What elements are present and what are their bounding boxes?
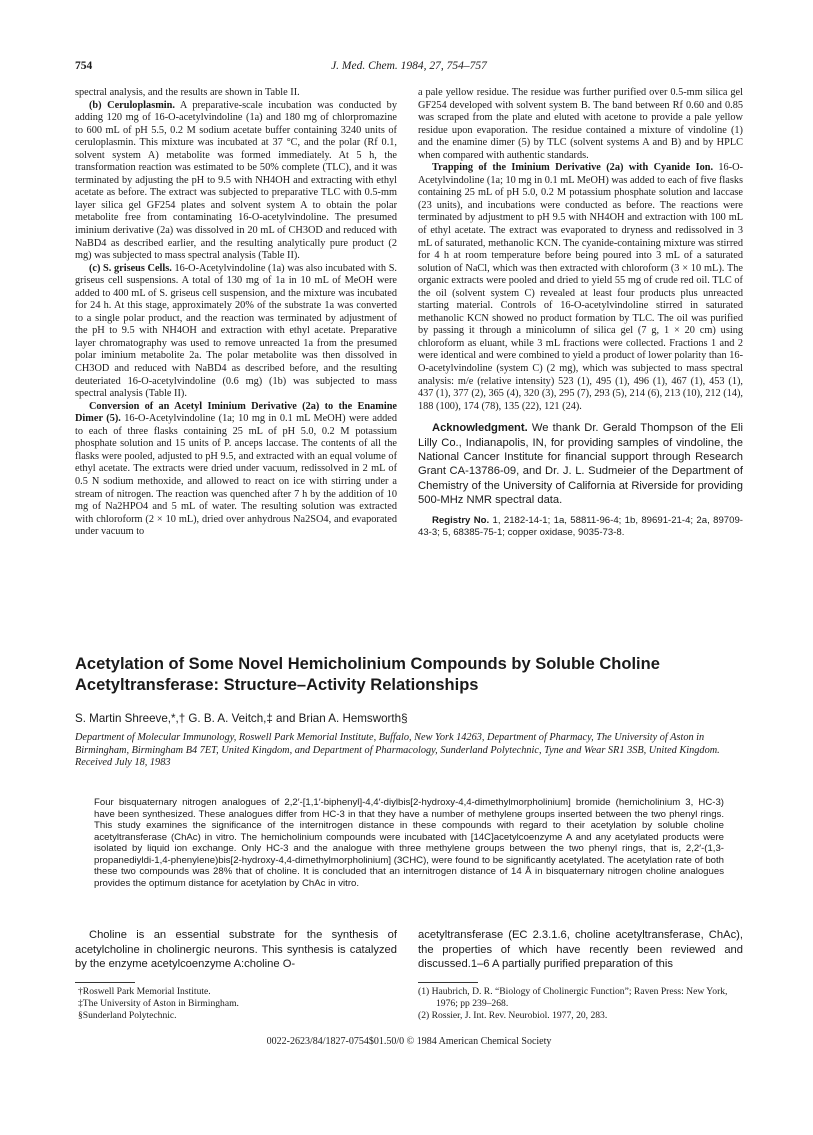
page-number: 754 xyxy=(75,60,93,72)
abstract: Four bisquaternary nitrogen analogues of 2,2′-[1,1′-biphenyl]-4,4′-diylbis[2-hydroxy-4,4-dimethylmorpholinium] bromide (hemicholinium 3, HC-3) have been synthesized. These analogues differ from HC-3 in that they have a number of methylene groups inserted between the two phenyl rings. This study examines the significance of the internitrogen distance in these compounds with regard to their acetylation by soluble choline acetyltransferase (ChAc) in vitro. The hemicholinium compounds were incubated with [14C]acetylcoenzyme A and any acetylated products were isolated by liquid ion exchange. Only HC-3 and the analogue with three methylene groups between the two phenyl rings, that is, 2,2′-(1,3-propanediyldi-1,4-phenylene)bis[2-hydroxy-4,4-dimethylmorpholinium] (3CHC), were found to be significantly acetylated. The acetylation rate of both these two compounds was 28% that of choline. It is concluded that an internitrogen distance of 14 Å in bisquaternary nitrogen choline analogues provides the optimum distance for acetylation by ChAc in vitro. xyxy=(94,797,724,889)
paragraph: (b) Ceruloplasmin. A preparative-scale incubation was conducted by adding 120 mg of 16-O-acetylvindoline (1a) and 180 mg of chlorpromazine to 600 mL of pH 5.5, 0.2 M sodium acetate buffer containing 3240 units of ceruloplasmin. This mixture was incubated at 37 °C, and the polar (Rf 0.1, solvent system A) metabolite was formed immediately. At 5 h, the transformation reaction was estimated to be 50% complete (TLC), and it was terminated by adjusting the pH to 9.5 with NH4OH and extracting with ethyl acetate as before. The extract was subjected to preparative TLC with 0.5-mm layer silica gel GF254 plates and solvent system A to obtain the polar metabolite free from contaminating 16-O-acetylvindoline. The presumed iminium derivative (2a) was dissolved in 20 mL of CH3OD and reduced with NaBD4 as described earlier, and the resulting analytically pure product (2 mg) was subjected to mass spectral analysis (Table II). xyxy=(75,99,397,262)
page-footer: 0022-2623/84/1827-0754$01.50/0 © 1984 American Chemical Society xyxy=(266,1036,552,1047)
reference: (2) Rossier, J. Int. Rev. Neurobiol. 1977, 20, 283. xyxy=(418,1010,608,1021)
author-affiliations: Department of Molecular Immunology, Roswell Park Memorial Institute, Buffalo, New York 14263, Department of Pharmacy, The University of Aston in Birmingham, Birmingham B4 7ET, United Kingdom, and Department of Pharmacology, Sunderland Polytechnic, Tyne and Wear SR1 3SB, United Kingdom. Received July 18, 1983 xyxy=(75,732,720,769)
journal-reference: J. Med. Chem. 1984, 27, 754–757 xyxy=(331,60,487,72)
paragraph: Conversion of an Acetyl Iminium Derivative (2a) to the Enamine Dimer (5). 16-O-Acetylvindoline (1a; 10 mg in 0.1 mL MeOH) were added to each of three flasks containing 25 mL of pH 5.0, 0.2 M potassium phosphate solution and 15 units of P. anceps laccase. The contents of all the flasks were pooled, adjusted to pH 9.5, and extracted with an equal volume of ethyl acetate. The extracts were dried under vacuum, redissolved in 2 mL of 0.5 N sodium methoxide, and allowed to react on ice with stirring under a stream of nitrogen. The reaction was quenched after 7 h by the addition of 10 mg of Na2HPO4 and 5 mL of water. The resulting solution was extracted with chloroform (2 × 10 mL), dried over anhydrous Na2SO4, and evaporated under vacuum to xyxy=(75,400,397,538)
acknowledgment: Acknowledgment. We thank Dr. Gerald Thompson of the Eli Lilly Co., Indianapolis, IN, for providing samples of vindoline, the National Cancer Institute for financial support through Research Grant CA-13786-09, and Dr. J. L. Sudmeier of the Department of Chemistry of the University of California at Riverside for providing 500-MHz NMR spectral data. xyxy=(418,422,743,507)
footnote: †Roswell Park Memorial Institute. xyxy=(78,986,211,997)
footnote: §Sunderland Polytechnic. xyxy=(78,1010,177,1021)
prev-article-left-column xyxy=(75,87,397,539)
paragraph: (c) S. griseus Cells. 16-O-Acetylvindoline (1a) was also incubated with S. griseus cell suspensions. A total of 130 mg of 1a in 10 mL of MeOH were added to 400 mL of S. griseus cell suspension, and the mixture was incubated for 24 h. At this stage, approximately 20% of the substrate 1a was converted to a single polar product, and the reaction was terminated by adjustment of the pH to 9.5 with NH4OH and extraction with ethyl acetate. Preparative layer chromatography was used to remove unreacted 1a from the presumed polar iminium metabolite 2a. The polar metabolite was then dissolved in CH3OD and reduced with NaBD4 as described before, and the resulting deuteriated 16-O-acetylvindoline (0.6 mg) (1b) was subjected to mass spectral analysis (Table II). xyxy=(75,262,397,400)
footnote: ‡The University of Aston in Birmingham. xyxy=(78,998,239,1009)
registry-numbers: Registry No. 1, 2182-14-1; 1a, 58811-96-4; 1b, 89691-21-4; 2a, 89709-43-3; 5, 68385-75-1; copper oxidase, 9035-73-8. xyxy=(418,514,743,538)
paragraph: Choline is an essential substrate for the synthesis of acetylcholine in cholinergic neurons. This synthesis is catalyzed by the enzyme acetylcoenzyme A:choline O- xyxy=(75,929,397,971)
author-footnotes xyxy=(78,986,398,1022)
paragraph: Trapping of the Iminium Derivative (2a) with Cyanide Ion. 16-O-Acetylvindoline (1a; 10 mg in 0.1 mL MeOH) was added to each of five flasks containing 25 mL of pH 5.0, 0.2 M potassium phosphate solution and laccase (23 units), and incubations were conducted as before. The reactions were terminated by adjustment to pH 9.5 with NH4OH and extraction with 100 mL of ethyl acetate. The extract was evaporated to dryness and redissolved in 3 mL of saturated, methanolic KCN. The cyanide-containing mixture was stirred for 4 h at room temperature before being poured into 3 mL of a saturated solution of NaCl, which was then extracted with chloroform (3 × 10 mL). The organic extracts were pooled and dried to yield 55 mg of crude red oil. TLC of the oil (solvent system C) revealed at least four products plus unreacted starting material. Controls of 16-O-acetylvindoline stirred in saturated methanolic KCN showed no product formation by TLC. The oil was purified by passing it through a minicolumn of silica gel (7 g, 1 × 20 cm) using chloroform as eluant, while 3 mL fractions were collected. Fractions 1 and 2 were identical and were combined to yield a product of lower polarity than 16-O-acetylvindoline (system C) (2 mg), which was subjected to mass spectral analysis: m/e (relative intensity) 523 (1), 495 (1), 496 (1), 467 (1), 453 (1), 437 (1), 377 (2), 365 (4), 320 (3), 295 (7), 293 (5), 214 (6), 213 (10), 212 (14), 188 (100), 174 (78), 135 (22), 121 (24). xyxy=(418,162,743,412)
body-right-column xyxy=(418,928,743,972)
article-title: Acetylation of Some Novel Hemicholinium Compounds by Soluble Choline Acetyltransferase: Structure–Activity Relationships xyxy=(75,655,660,694)
footnote-rule xyxy=(418,982,478,983)
paragraph: acetyltransferase (EC 2.3.1.6, choline acetyltransferase, ChAc), the properties of which have recently been reviewed and discussed.1–6 A partially purified preparation of this xyxy=(418,929,743,971)
article-authors: S. Martin Shreeve,*,† G. B. A. Veitch,‡ and Brian A. Hemsworth§ xyxy=(75,712,408,725)
references xyxy=(418,986,743,1022)
prev-article-right-column xyxy=(418,87,743,539)
body-left-column xyxy=(75,928,397,972)
reference: (1) Haubrich, D. R. “Biology of Cholinergic Function”; Raven Press: New York, 1976; pp 239–268. xyxy=(418,986,728,1009)
footnote-rule xyxy=(75,982,135,983)
paragraph: a pale yellow residue. The residue was further purified over 0.5-mm silica gel GF254 developed with solvent system B. The band between Rf 0.60 and 0.85 was scraped from the plate and eluted with acetone to provide a pale yellow residue upon evaporation. The residue contained a mixture of vindoline (1) and the enamine dimer (5) by TLC (solvent systems A and B) and by HPLC when compared with authentic standards. xyxy=(418,87,743,161)
page-header xyxy=(75,60,743,76)
paragraph: spectral analysis, and the results are shown in Table II. xyxy=(75,87,300,98)
